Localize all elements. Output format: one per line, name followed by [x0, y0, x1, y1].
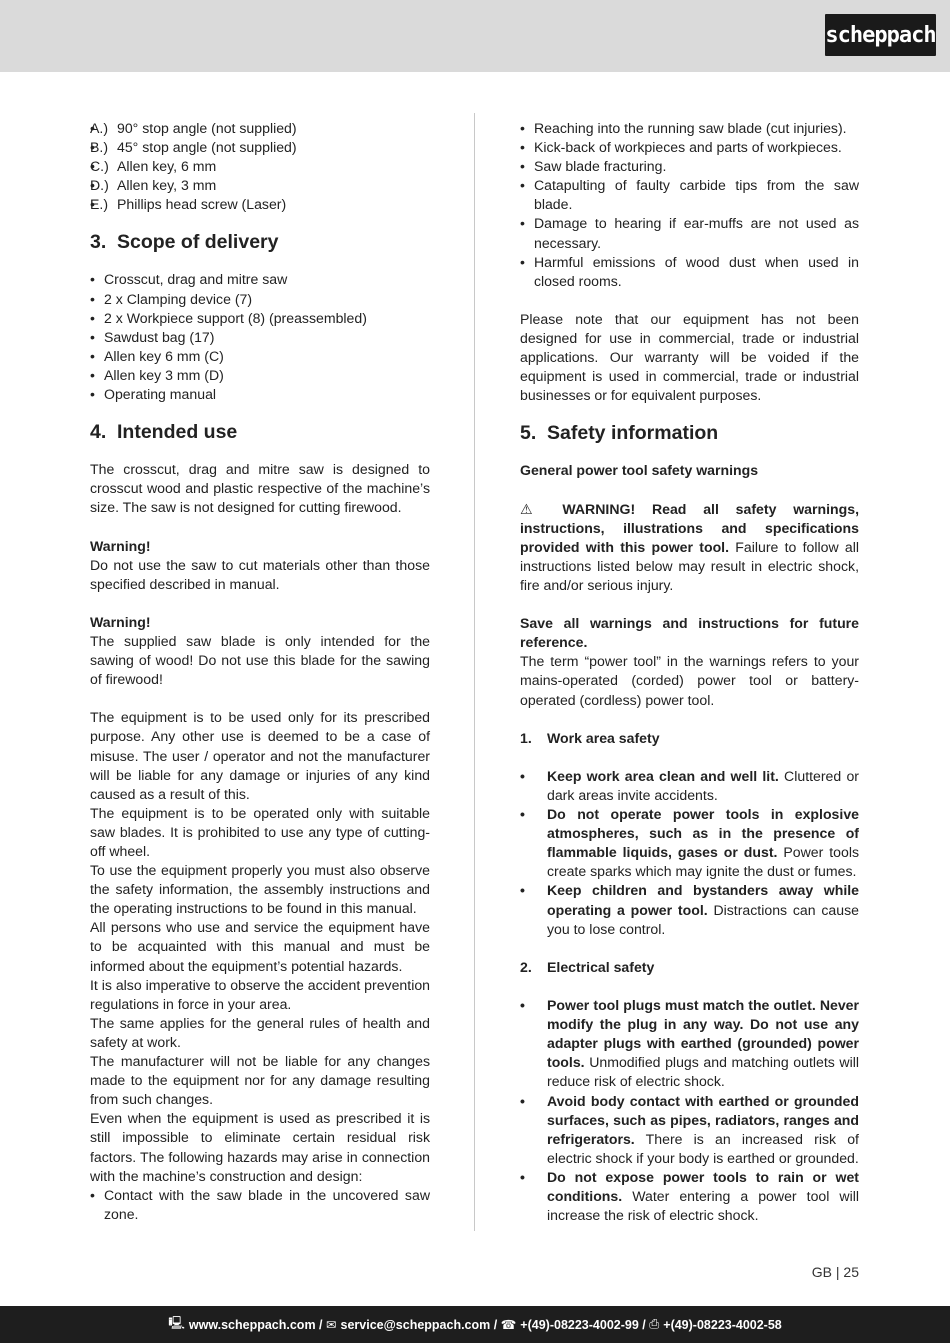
safety-item-bold: Keep children and bystanders away while operating a power tool.: [547, 882, 859, 918]
envelope-icon: ✉: [326, 1318, 337, 1332]
hazard-item: • Damage to hearing if ear-muffs are not used as necessary.: [520, 214, 859, 252]
section-3-heading: 3. Scope of delivery: [90, 231, 279, 254]
hazard-list-start: [90, 1186, 430, 1224]
hazard-item: • Kick-back of workpieces and parts of workpieces.: [520, 138, 859, 157]
item-text: Phillips head screw (Laser): [117, 196, 287, 213]
computer-icon: 🖳: [168, 1316, 185, 1330]
scope-item: • Allen key 3 mm (D): [90, 366, 430, 385]
item-marker: • D.): [90, 177, 109, 194]
bullet-marker: •: [520, 997, 525, 1014]
body-paragraph: It is also imperative to observe the accident prevention regulations in force in your area.: [90, 976, 430, 1012]
brand-logo: scheppach: [825, 14, 936, 56]
scope-item: • Operating manual: [90, 385, 430, 404]
footer-email[interactable]: service@scheppach.com: [340, 1317, 491, 1332]
safety-item-text: There is an increased risk of electric shock if your body is earthed or grounded.: [547, 1130, 859, 1166]
accessory-item: [90, 157, 430, 176]
warning-1-text: Do not use the saw to cut materials other than those specified described in manual.: [90, 556, 430, 592]
safety-item: [520, 805, 859, 881]
footer-fax: +(49)-08223-4002-58: [663, 1317, 782, 1332]
hazard-item: • Harmful emissions of wood dust when used in closed rooms.: [520, 253, 859, 291]
electrical-safety-list: [520, 996, 859, 1225]
item-text: Allen key, 3 mm: [117, 177, 217, 194]
accessory-item: [90, 119, 430, 138]
warning-2-text: The supplied saw blade is only intended for the sawing of wood! Do not use this blade for the sawing of firewood!: [90, 632, 430, 688]
item-text: Allen key, 6 mm: [117, 158, 217, 175]
power-tool-term: The term “power tool” in the warnings refers to your mains-operated (corded) power tool or battery-operated (cordless) power tool.: [520, 653, 859, 708]
scope-of-delivery-list: [90, 270, 430, 404]
body-paragraph: All persons who use and service the equipment have to be acquainted with this manual and must be informed about the equipment’s potential hazards.: [90, 919, 430, 974]
accessory-list: [90, 119, 430, 214]
safety-item: [520, 1092, 859, 1168]
item-marker: • A.): [90, 120, 109, 136]
body-paragraph: The manufacturer will not be liable for any changes made to the equipment nor for any damage resulting from such changes.: [90, 1053, 430, 1108]
work-area-safety-list: [520, 767, 859, 939]
general-warnings-title: General power tool safety warnings: [520, 462, 759, 479]
footer-phone: +(49)-08223-4002-99: [520, 1317, 639, 1332]
intended-use-paragraph: The crosscut, drag and mitre saw is designed to crosscut wood and plastic respective of the machine’s size. The saw is not designed for cutting firewood.: [90, 461, 430, 516]
item-marker: • C.): [90, 158, 109, 175]
intended-use-paragraphs: [90, 708, 430, 1185]
item-marker: • E.): [90, 196, 109, 213]
phone-icon: ☎: [500, 1318, 517, 1332]
bullet-marker: •: [520, 806, 525, 823]
bullet-marker: •: [520, 767, 525, 784]
footer-bar: 🖳 www.scheppach.com / ✉ service@scheppach.com / ☎ +(49)-08223-4002-99 / ⎙ +(49)-08223-4002-58: [0, 1306, 950, 1343]
page-number: GB | 25: [811, 1264, 859, 1280]
scope-item: • 2 x Workpiece support (8) (preassembled): [90, 309, 430, 328]
body-paragraph: The equipment is to be used only for its prescribed purpose. Any other use is deemed to be a case of misuse. The user / operator and not the manufacturer will be liable for any damage or injuries of any kind caused as a result of this.: [90, 709, 430, 802]
safety-item-text: Unmodified plugs and matching outlets will reduce risk of electric shock.: [547, 1054, 859, 1090]
safety-item: [520, 1168, 859, 1225]
item-marker: • B.): [90, 139, 109, 156]
safety-item: [520, 767, 859, 805]
body-paragraph: The equipment is to be operated only with suitable saw blades. It is prohibited to use any type of cutting-off wheel.: [90, 804, 430, 859]
warning-triangle-icon: ⚠: [520, 500, 546, 517]
column-divider: [474, 113, 475, 1231]
header-bar: [0, 0, 950, 72]
bullet-marker: •: [520, 1092, 525, 1109]
body-paragraph: Even when the equipment is used as prescribed it is still impossible to eliminate certain residual risk factors. The following hazards may arise in connection with the machine’s construction and design:: [90, 1110, 430, 1184]
safety-item-bold: Keep work area clean and well lit.: [547, 767, 779, 784]
safety-item-bold: Do not operate power tools in explosive atmospheres, such as in the presence of flammable liquids, gases or dust.: [547, 806, 859, 861]
safety-item-text: Distractions can cause you to lose control.: [547, 901, 859, 937]
hazard-item: • Saw blade fracturing.: [520, 157, 859, 176]
left-column: [90, 119, 430, 1224]
save-warnings-text: Save all warnings and instructions for future reference.: [520, 615, 859, 651]
body-paragraph: The same applies for the general rules of health and safety at work.: [90, 1014, 430, 1050]
safety-item-bold: Power tool plugs must match the outlet. Never modify the plug in any way. Do not use any adapter plugs with earthed (grounded) power tools.: [547, 997, 859, 1071]
fax-icon: ⎙: [649, 1317, 660, 1331]
safety-item-bold: Avoid body contact with earthed or grounded surfaces, such as pipes, radiators, ranges and refrigerators.: [547, 1092, 859, 1147]
bullet-marker: •: [520, 882, 525, 899]
body-paragraph: To use the equipment properly you must also observe the safety information, the assembly instructions and the operating instructions to be found in this manual.: [90, 862, 430, 917]
commercial-use-note: Please note that our equipment has not been designed for use in commercial, trade or industrial applications. Our warranty will be voided if the equipment is used in commercial, trade or industrial businesses or for equivalent purposes.: [520, 310, 859, 404]
accessory-item: [90, 176, 430, 195]
hazard-list: [520, 119, 859, 291]
scope-item: • Allen key 6 mm (C): [90, 347, 430, 366]
warning-2-title: Warning!: [90, 613, 151, 630]
warning-1-title: Warning!: [90, 537, 151, 554]
right-column: [520, 119, 859, 1225]
subsection-2-heading: 2. Electrical safety: [520, 958, 655, 975]
accessory-item: [90, 195, 430, 214]
safety-item-bold: Do not expose power tools to rain or wet conditions.: [547, 1168, 859, 1204]
subsection-1-heading: 1. Work area safety: [520, 729, 660, 746]
hazard-item: • Catapulting of faulty carbide tips from the saw blade.: [520, 176, 859, 214]
section-4-heading: 4. Intended use: [90, 421, 238, 444]
footer-website[interactable]: www.scheppach.com: [188, 1317, 316, 1332]
section-5-heading: 5. Safety information: [520, 422, 719, 445]
safety-item-text: Water entering a power tool will increase the risk of electric shock.: [547, 1187, 859, 1224]
item-text: 45° stop angle (not supplied): [117, 139, 297, 156]
scope-item: • 2 x Clamping device (7): [90, 290, 430, 309]
hazard-item: • Contact with the saw blade in the uncovered saw zone.: [90, 1186, 430, 1224]
safety-item: [520, 881, 859, 938]
safety-item: [520, 996, 859, 1091]
bullet-marker: •: [520, 1168, 525, 1185]
safety-item-text: Power tools create sparks which may ignite the dust or fumes.: [547, 844, 859, 880]
safety-item-text: Cluttered or dark areas invite accidents.: [547, 767, 859, 803]
general-warning-paragraph: ⚠ WARNING! Read all safety warnings, instructions, illustrations and specifications provided with this power tool. Failure to follow all instructions listed below may result in electric shock, fire and/or serious injury.: [520, 500, 860, 593]
scope-item: • Sawdust bag (17): [90, 328, 430, 347]
accessory-item: [90, 138, 430, 157]
hazard-item: • Reaching into the running saw blade (cut injuries).: [520, 119, 859, 138]
item-text: 90° stop angle (not supplied): [117, 120, 297, 136]
scope-item: • Crosscut, drag and mitre saw: [90, 270, 430, 289]
